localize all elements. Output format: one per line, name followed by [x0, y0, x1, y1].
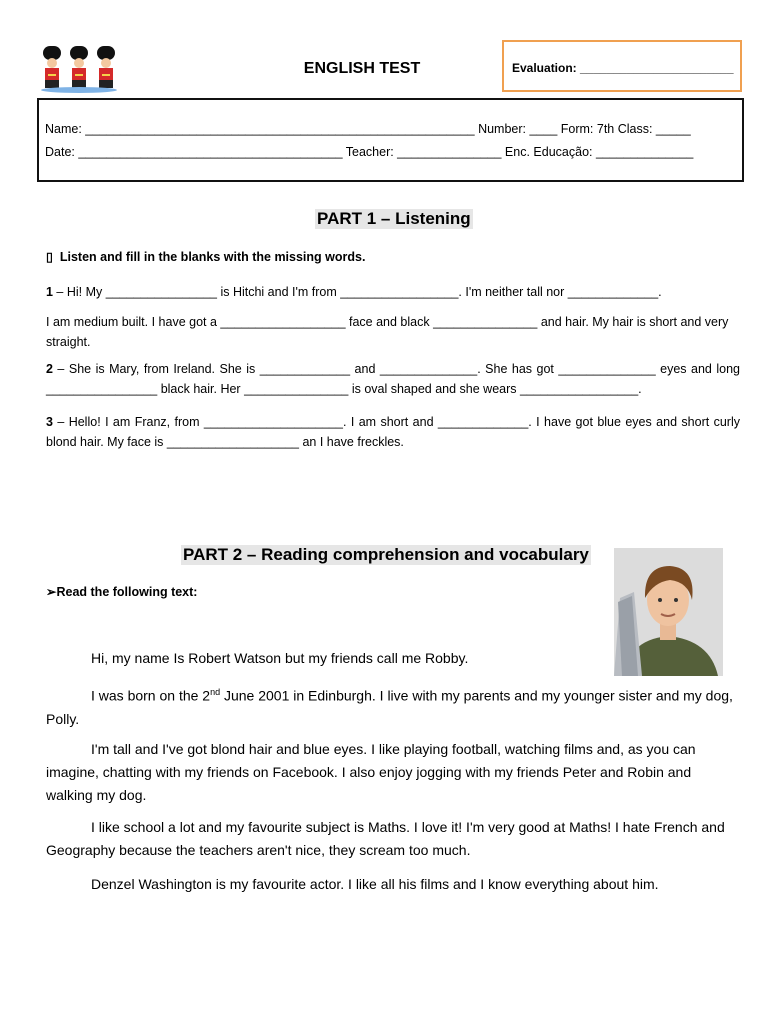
- part2-heading: PART 2 – Reading comprehension and vocabulary: [183, 545, 589, 564]
- exercise-number: 2: [46, 362, 53, 376]
- paragraph-text: June 2001 in Edinburgh. I live with my parents and my younger sister and my dog, Polly.: [46, 687, 733, 727]
- reading-paragraph-4: I like school a lot and my favourite subject is Maths. I love it! I'm very good at Maths! I hate French and Geography because the teachers aren't nice, they scream too much.: [46, 819, 725, 858]
- reading-paragraph-3: I'm tall and I've got blond hair and blue eyes. I like playing football, watching films and, as you can imagine, chatting with my friends on Facebook. I also enjoy jogging with my friends Peter and Robin and walking my dog.: [46, 741, 696, 803]
- info-line-name[interactable]: Name: ________________________________________________________ Number: ____ Form: 7th Class: _____: [45, 122, 691, 136]
- bullet-icon: ▯: [46, 250, 53, 264]
- exercise-text: I am medium built. I have got a __________________ face and black _______________ and hair. My hair is short and very straight.: [46, 315, 729, 349]
- exercise-text: – She is Mary, from Ireland. She is _____________ and ______________. She has got ______________ eyes and long ________________ black hair. Her _______________ is oval shaped and she wears _________________.: [46, 362, 740, 396]
- exercise-1-continued[interactable]: [46, 312, 740, 352]
- reading-paragraph-1: Hi, my name Is Robert Watson but my friends call me Robby.: [91, 650, 469, 666]
- paragraph-text: I was born on the 2: [91, 687, 211, 704]
- exercise-2[interactable]: [46, 359, 740, 399]
- reading-paragraph-5: Denzel Washington is my favourite actor. I like all his films and I know everything about him.: [91, 876, 659, 892]
- arrow-icon: ➢: [46, 585, 57, 599]
- exercise-text: – Hi! My ________________ is Hitchi and I'm from _________________. I'm neither tall nor _____________.: [52, 285, 662, 299]
- exercise-text: – Hello! I am Franz, from ____________________. I am short and _____________. I have got blue eyes and short curly blond hair. My face is ___________________ an I have freckles.: [46, 415, 740, 449]
- instruction-text: Read the following text:: [56, 585, 198, 599]
- evaluation-field[interactable]: Evaluation: _______________________: [512, 61, 734, 75]
- exercise-number: 1: [46, 285, 53, 299]
- info-line-date[interactable]: Date: ______________________________________ Teacher: _______________ Enc. Educação: ______________: [45, 145, 694, 159]
- exercise-1[interactable]: [46, 282, 740, 302]
- reading-paragraph-2: [46, 681, 736, 731]
- part2-instruction: [46, 584, 197, 599]
- superscript: nd: [210, 687, 221, 697]
- exercise-number: 3: [46, 415, 53, 429]
- instruction-text: Listen and fill in the blanks with the missing words.: [59, 250, 366, 264]
- part1-heading: PART 1 – Listening: [317, 209, 471, 228]
- part1-instruction: [46, 249, 365, 264]
- student-info-box: [37, 98, 744, 182]
- page-title: ENGLISH TEST: [303, 60, 421, 77]
- exercise-3[interactable]: [46, 412, 740, 452]
